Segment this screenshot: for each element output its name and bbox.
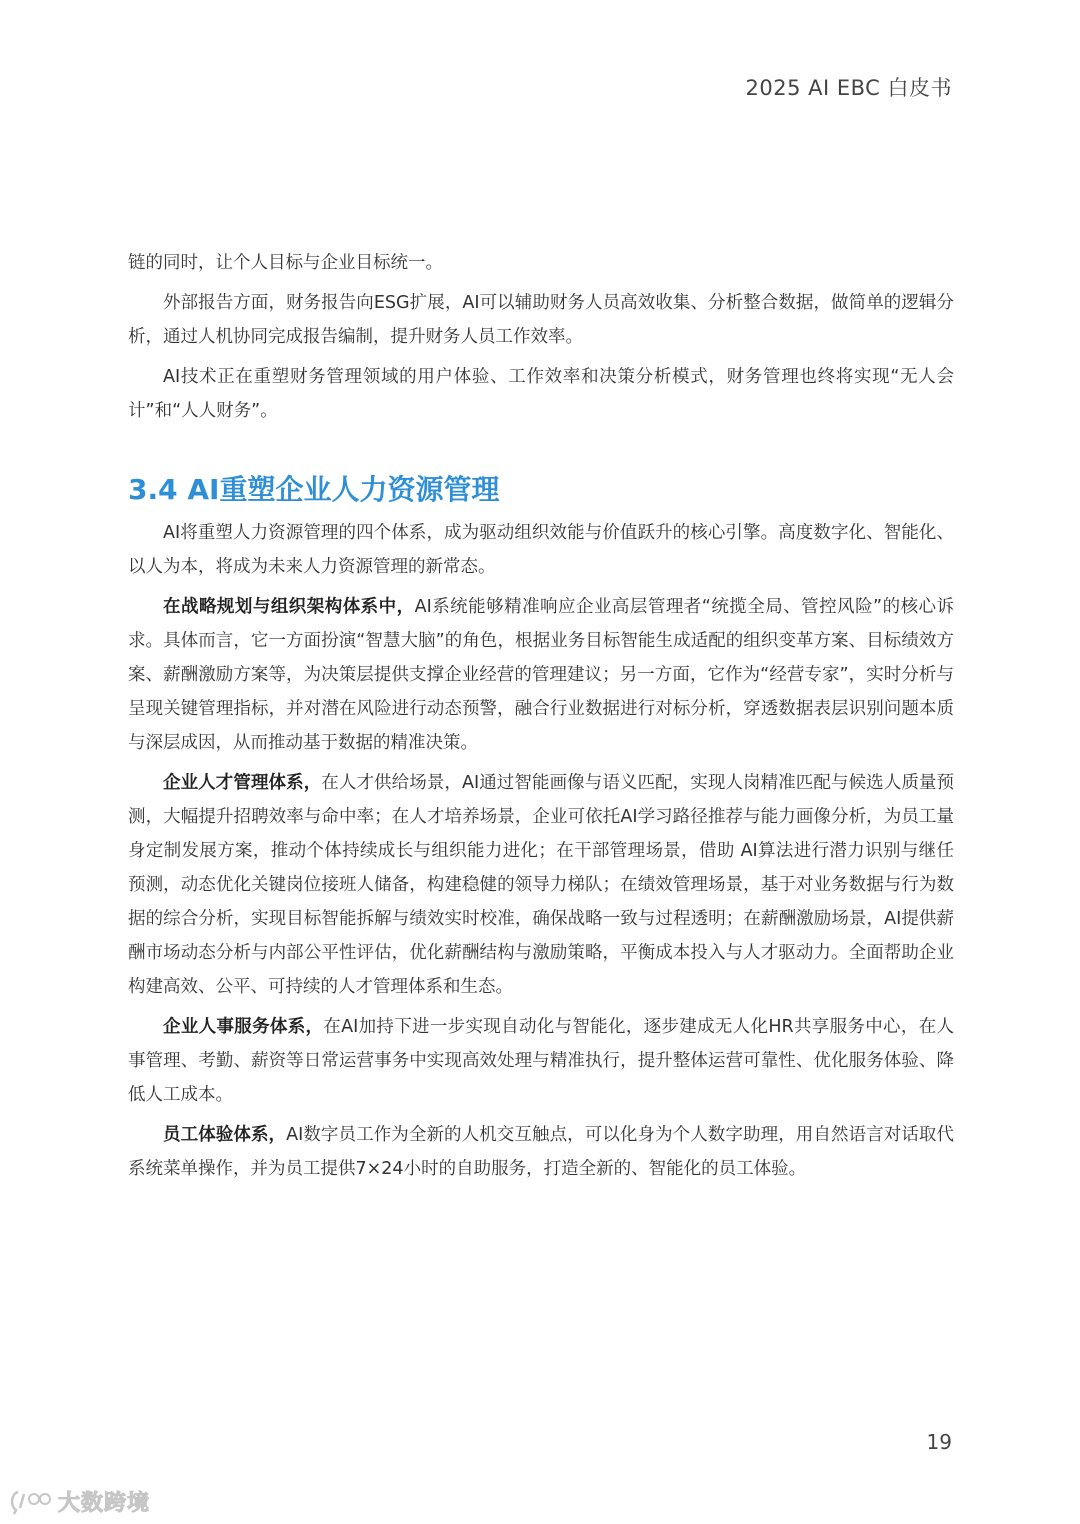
paragraph-lead: 企业人事服务体系， <box>163 1017 324 1037</box>
section-title: 3.4 AI重塑企业人力资源管理 <box>128 473 500 506</box>
running-header: 2025 AI EBC 白皮书 <box>745 76 952 100</box>
paragraph-lead: 在战略规划与组织架构体系中， <box>163 597 415 617</box>
paragraph-lead: 企业人才管理体系， <box>163 773 322 793</box>
watermark <box>8 1486 150 1517</box>
paragraph-text: AI数字员工作为全新的人机交互触点，可以化身为个人数字助理，用自然语言对话取代系统菜单操作，并为员工提供7×24小时的自助服务，打造全新的、智能化的员工体验。 <box>128 1125 955 1179</box>
paragraph-lead: 员工体验体系， <box>163 1125 287 1145</box>
page-number: 19 <box>926 1430 952 1454</box>
paragraph-hr-intro: AI将重塑人力资源管理的四个体系，成为驱动组织效能与价值跃升的核心引擎。高度数字化、智能化、以人为本，将成为未来人力资源管理的新常态。 <box>128 523 954 577</box>
watermark-logo-icon <box>8 1488 54 1516</box>
paragraph-ai-finance: AI技术正在重塑财务管理领域的用户体验、工作效率和决策分析模式，财务管理也终将实现“无人会计”和“人人财务”。 <box>128 367 954 421</box>
paragraph-talent <box>128 766 954 1004</box>
paragraph-text: AI系统能够精准响应企业高层管理者“统揽全局、管控风险”的核心诉求。具体而言，它一方面扮演“智慧大脑”的角色，根据业务目标智能生成适配的组织变革方案、目标绩效方案、薪酬激励方案等，为决策层提供支撑企业经营的管理建议；另一方面，它作为“经营专家”，实时分析与呈现关键管理指标，并对潜在风险进行动态预警，融合行业数据进行对标分析，穿透数据表层识别问题本质与深层成因，从而推动基于数据的精准决策。 <box>128 597 955 753</box>
paragraph-text: 在AI加持下进一步实现自动化与智能化，逐步建成无人化HR共享服务中心，在人事管理、考勤、薪资等日常运营事务中实现高效处理与精准执行，提升整体运营可靠性、优化服务体验、降低人工成本。 <box>128 1017 955 1105</box>
paragraph-text: 在人才供给场景，AI通过智能画像与语义匹配，实现人岗精准匹配与候选人质量预测，大幅提升招聘效率与命中率；在人才培养场景，企业可依托AI学习路径推荐与能力画像分析，为员工量身定制发展方案，推动个体持续成长与组织能力进化；在干部管理场景，借助 AI算法进行潜力识别与继任预测，动态优化关键岗位接班人储备，构建稳健的领导力梯队；在绩效管理场景，基于对业务数据与行为数据的综合分析，实现目标智能拆解与绩效实时校准，确保战略一致与过程透明；在薪酬激励场景，AI提供薪酬市场动态分析与内部公平性评估，优化薪酬结构与激励策略，平衡成本投入与人才驱动力。全面帮助企业构建高效、公平、可持续的人才管理体系和生态。 <box>128 773 954 997</box>
paragraph-strategy <box>128 590 954 760</box>
watermark-text: 大数跨境 <box>58 1491 151 1516</box>
page-content <box>128 246 954 1192</box>
paragraph-continuation: 链的同时，让个人目标与企业目标统一。 <box>128 253 443 273</box>
paragraph-external-report: 外部报告方面，财务报告向ESG扩展，AI可以辅助财务人员高效收集、分析整合数据，做简单的逻辑分析，通过人机协同完成报告编制，提升财务人员工作效率。 <box>128 293 954 347</box>
paragraph-employee-experience <box>128 1118 954 1186</box>
paragraph-hr-service <box>128 1010 954 1112</box>
